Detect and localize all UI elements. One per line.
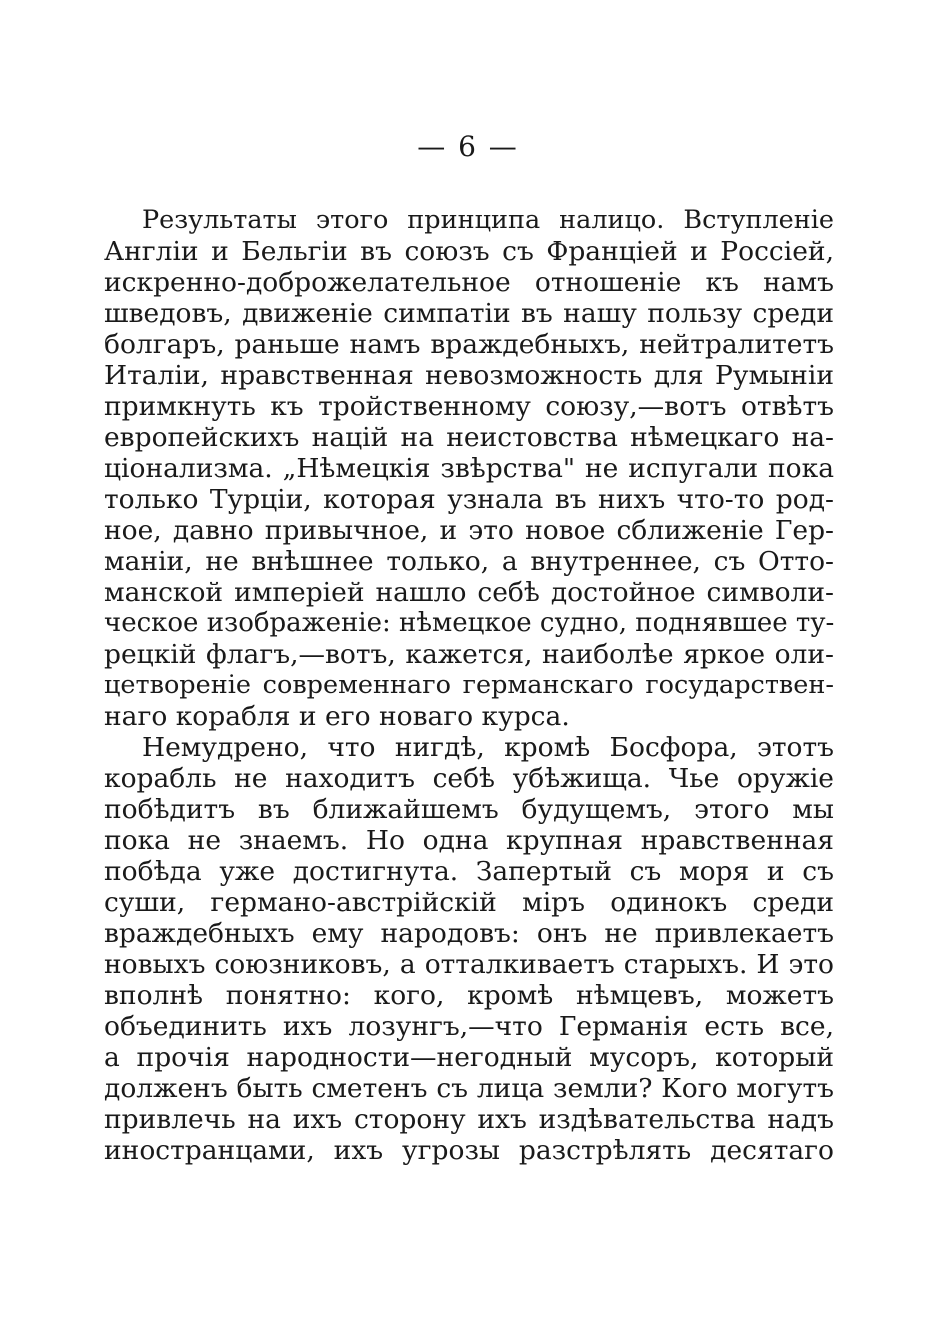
- text-line: примкнуть къ тройственному союзу,—вотъ отвѣтъ: [104, 391, 834, 422]
- text-line: Немудрено, что нигдѣ, кромѣ Босфора, этотъ: [142, 732, 834, 763]
- text-line: искренно-доброжелательное отношеніе къ намъ: [104, 267, 834, 298]
- text-line: а прочія народности—негодный мусоръ, который: [104, 1042, 834, 1073]
- page-number: — 6 —: [417, 130, 519, 163]
- body-text: [104, 205, 834, 1166]
- text-line: привлечь на ихъ сторону ихъ издѣвательства надъ: [104, 1104, 834, 1135]
- text-line: вполнѣ понятно: кого, кромѣ нѣмцевъ, можетъ: [104, 980, 834, 1011]
- text-line: цетвореніе современнаго германскаго государствен-: [104, 670, 834, 700]
- text-line: новыхъ союзниковъ, а отталкиваетъ старыхъ. И это: [104, 949, 834, 980]
- text-line: долженъ быть сметенъ съ лица земли? Кого могутъ: [104, 1073, 834, 1104]
- text-line: рецкій флагъ,—вотъ, кажется, наиболѣе яркое оли-: [104, 639, 834, 670]
- text-line: Результаты этого принципа налицо. Вступленіе: [142, 205, 834, 235]
- text-line: Италіи, нравственная невозможность для Румыніи: [104, 360, 834, 391]
- text-line: болгаръ, раньше намъ враждебныхъ, нейтралитетъ: [104, 329, 834, 360]
- text-line: ціонализма. „Нѣмецкія звѣрства" не испугали пока: [104, 453, 834, 484]
- text-line: Англіи и Бельгіи въ союзъ съ Франціей и Россіей,: [104, 236, 834, 267]
- paragraph: [104, 205, 834, 732]
- text-line: суши, германо-австрійскій міръ одинокъ среди: [104, 887, 834, 918]
- text-line: ческое изображеніе: нѣмецкое судно, поднявшее ту-: [104, 608, 835, 638]
- paragraph: [104, 732, 834, 1166]
- text-line: шведовъ, движеніе симпатіи въ нашу пользу среди: [104, 298, 834, 329]
- text-line: европейскихъ націй на неистовства нѣмецкаго на-: [104, 422, 834, 453]
- text-line: ное, давно привычное, и это новое сближеніе Гер-: [104, 515, 834, 546]
- text-line: манской имперіей нашло себѣ достойное символи-: [104, 577, 834, 608]
- text-line: объединить ихъ лозунгъ,—что Германія есть все,: [104, 1011, 834, 1042]
- text-line: корабль не находитъ себѣ убѣжища. Чье оружіе: [104, 763, 834, 794]
- text-line: только Турціи, которая узнала въ нихъ что-то род-: [104, 484, 834, 515]
- text-line: иностранцами, ихъ угрозы разстрѣлять десятаго: [104, 1135, 834, 1166]
- text-line: побѣдитъ въ ближайшемъ будущемъ, этого мы: [104, 794, 834, 825]
- text-line: враждебныхъ ему народовъ: онъ не привлекаетъ: [104, 918, 834, 949]
- text-line: маніи, не внѣшнее только, а внутреннее, съ Отто-: [104, 546, 834, 577]
- text-line: побѣда уже достигнута. Запертый съ моря и съ: [104, 856, 834, 887]
- text-line: наго корабля и его новаго курса.: [104, 701, 570, 732]
- text-line: пока не знаемъ. Но одна крупная нравственная: [104, 825, 834, 856]
